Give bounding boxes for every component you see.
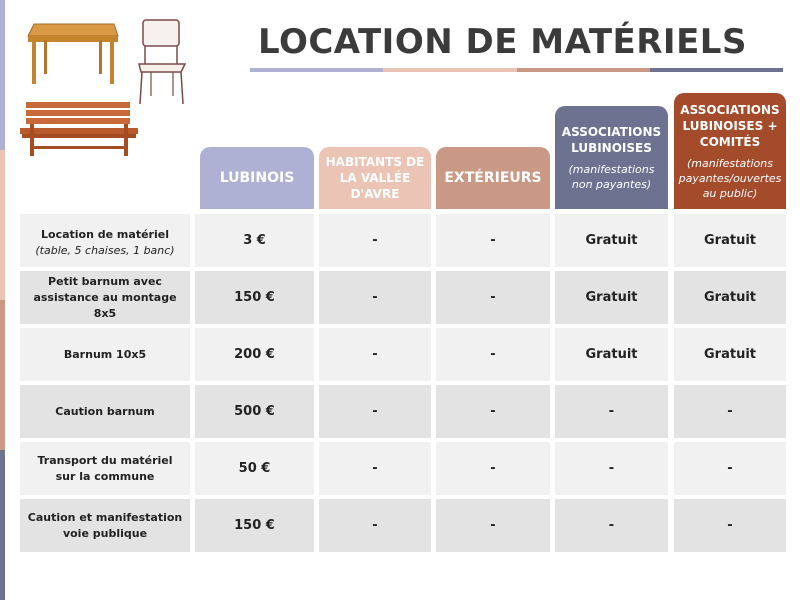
- table-cell: -: [319, 271, 431, 324]
- table-cell: -: [319, 214, 431, 267]
- table-cell: -: [319, 499, 431, 552]
- table-cell: Gratuit: [555, 214, 668, 267]
- column-subtitle: (manifestations non payantes): [568, 162, 655, 191]
- row-label-caution-barnum: [20, 385, 190, 438]
- title-underline: [250, 68, 783, 72]
- table-cell: Gratuit: [674, 271, 786, 324]
- column-header-exterieurs: [436, 147, 550, 209]
- table-cell: -: [555, 385, 668, 438]
- table-cell: -: [319, 442, 431, 495]
- row-label-subtext: (table, 5 chaises, 1 banc): [35, 243, 175, 257]
- column-title: HABITANTS DE LA VALLÉE D'AVRE: [325, 155, 425, 201]
- table-cell: -: [555, 499, 668, 552]
- column-title: ASSOCIATIONS LUBINOISES + COMITÉS: [680, 102, 780, 149]
- table-cell: Gratuit: [674, 214, 786, 267]
- column-header-associations-comites: [674, 93, 786, 209]
- table-cell: 150 €: [195, 499, 314, 552]
- table-cell: -: [319, 385, 431, 438]
- column-header-associations: [555, 106, 668, 209]
- table-cell: Gratuit: [555, 271, 668, 324]
- row-label-transport: [20, 442, 190, 495]
- column-title: LUBINOIS: [219, 170, 295, 186]
- row-label-barnum: [20, 328, 190, 381]
- table-cell: -: [436, 328, 550, 381]
- row-label-text: Caution barnum: [55, 404, 155, 418]
- table-cell: -: [674, 385, 786, 438]
- column-title: EXTÉRIEURS: [444, 170, 542, 186]
- row-label-text: Petit barnum avec assistance au montage 8x5: [33, 274, 177, 320]
- table-cell: Gratuit: [674, 328, 786, 381]
- row-label-text: Transport du matériel sur la commune: [37, 453, 173, 483]
- row-label-petit-barnum: [20, 271, 190, 324]
- row-label-text: Barnum 10x5: [63, 347, 147, 361]
- table-cell: -: [674, 442, 786, 495]
- column-header-lubinois: [200, 147, 314, 209]
- table-icon: [26, 22, 120, 86]
- row-label-caution-manifestation: [20, 499, 190, 552]
- row-label-text: Location de matériel: [41, 227, 169, 241]
- table-cell: -: [436, 271, 550, 324]
- table-cell: -: [436, 442, 550, 495]
- table-cell: -: [319, 328, 431, 381]
- table-cell: -: [436, 499, 550, 552]
- table-cell: 200 €: [195, 328, 314, 381]
- table-cell: 50 €: [195, 442, 314, 495]
- table-cell: -: [436, 214, 550, 267]
- table-cell: -: [436, 385, 550, 438]
- column-header-habitants: [319, 147, 431, 209]
- row-label-location-materiel: [20, 214, 190, 267]
- left-color-strip: [0, 0, 5, 600]
- table-cell: -: [674, 499, 786, 552]
- table-cell: Gratuit: [555, 328, 668, 381]
- row-label-text: Caution et manifestation voie publique: [27, 510, 183, 540]
- table-cell: 3 €: [195, 214, 314, 267]
- table-cell: -: [555, 442, 668, 495]
- column-title: ASSOCIATIONS LUBINOISES: [561, 124, 662, 155]
- bench-icon: [20, 100, 138, 158]
- column-subtitle: (manifestations payantes/ouvertes au public): [678, 156, 782, 200]
- table-cell: 150 €: [195, 271, 314, 324]
- chair-icon: [137, 18, 187, 106]
- table-cell: 500 €: [195, 385, 314, 438]
- page-title: LOCATION DE MATÉRIELS: [258, 22, 747, 62]
